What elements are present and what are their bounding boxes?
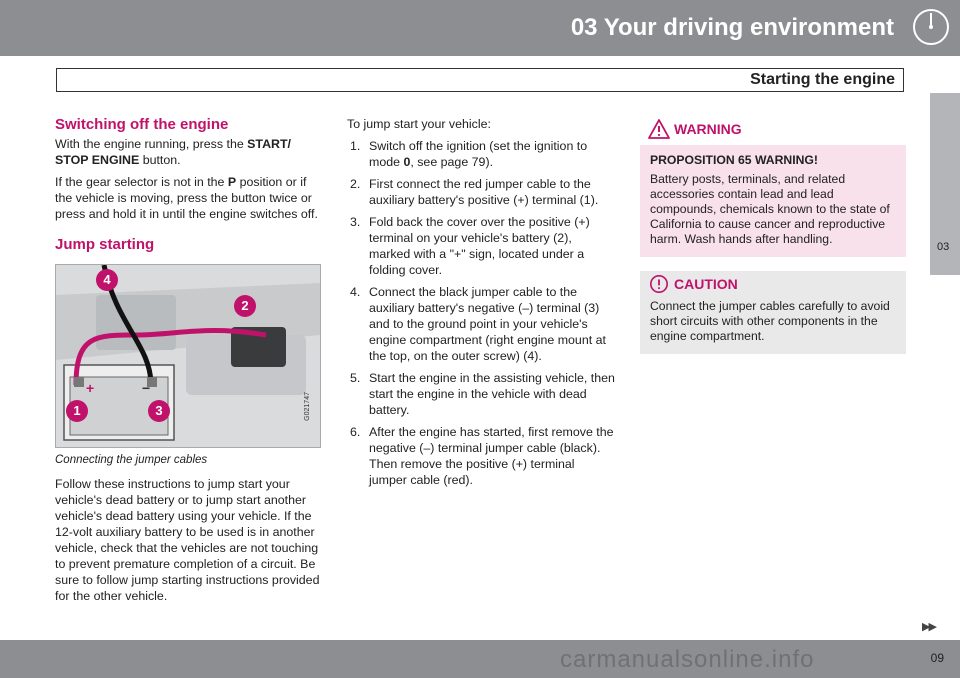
chapter-side-tab-label: 03 <box>937 241 950 253</box>
caution-exclamation-icon <box>648 274 670 294</box>
callout-1: 1 <box>66 400 88 422</box>
list-item <box>347 370 615 418</box>
step-text: Connect the black jumper cable to the auxiliary battery's negative (–) terminal (3) and to the ground point in your vehicle's engine compartment (right engine mount at the top, on the outer screw) (4). <box>369 285 606 363</box>
column-2 <box>347 116 615 494</box>
step-number: 5. <box>350 371 361 385</box>
chapter-title: 03 Your driving environment <box>570 14 894 41</box>
column-3 <box>640 116 906 354</box>
minus-terminal-sign: − <box>142 380 151 396</box>
list-item <box>347 214 615 278</box>
step-text: After the engine has started, first remove the negative (–) terminal jumper cable (black). Then remove the positive (+) terminal jumper cable (red). <box>369 425 614 487</box>
warning-text: Battery posts, terminals, and related accessories contain lead and lead compounds, chemicals known to the state of California to cause cancer and reproductive harm. Wash hands after handling. <box>650 172 890 246</box>
step-text: Start the engine in the assisting vehicle, then start the engine in the vehicle with dead battery. <box>369 371 615 417</box>
text-span: Switch off the ignition (set the ignition to mode <box>369 139 588 169</box>
warning-box <box>640 116 906 257</box>
figure-code: G021747 <box>304 392 311 421</box>
text-span: With the engine running, press the <box>55 137 248 151</box>
warning-title: PROPOSITION 65 WARNING! <box>650 153 818 167</box>
step-number: 6. <box>350 425 361 439</box>
plus-terminal-sign: + <box>86 380 95 396</box>
jump-starting-heading: Jump starting <box>55 236 155 253</box>
text-span: , see page 79). <box>410 155 494 169</box>
switch-off-heading: Switching off the engine <box>55 116 229 133</box>
mode-value: 0 <box>403 155 411 169</box>
start-stop-label: START/ STOP ENGINE <box>55 137 291 167</box>
step-text: Fold back the cover over the positive (+) terminal on your vehicle's battery (2), marked with a "+" sign, located under a folding cover. <box>369 215 590 277</box>
next-page-arrows: ▶▶ <box>922 621 935 633</box>
callout-4: 4 <box>96 269 118 291</box>
switch-off-paragraph-1 <box>55 136 321 168</box>
warning-triangle-icon <box>648 119 670 139</box>
list-item <box>347 138 615 170</box>
jump-start-steps <box>347 138 615 488</box>
list-item <box>347 284 615 364</box>
jumper-cable-illustration <box>55 264 321 448</box>
column-1 <box>55 116 321 610</box>
warning-body <box>640 145 906 251</box>
footer-bar <box>0 640 960 678</box>
warning-header <box>640 116 906 145</box>
caution-header <box>640 271 906 299</box>
gear-p-label: P <box>227 175 237 189</box>
text-span: button. <box>139 153 181 167</box>
step-number: 4. <box>350 285 361 299</box>
list-item <box>347 424 615 488</box>
caution-text: Connect the jumper cables carefully to avoid short circuits with other components in the engine compartment. <box>650 299 890 343</box>
jump-intro-paragraph: Follow these instructions to jump start your vehicle's dead battery or to jump start another vehicle's dead battery using your vehicle. If the 12-volt auxiliary battery to be used is in another vehicle, check that the vehicles are not touching to prevent premature completion of a circuit. Be sure to follow jump starting instructions provided for the other vehicle. <box>55 477 320 603</box>
figure-caption: Connecting the jumper cables <box>55 454 208 466</box>
step-number: 2. <box>350 177 361 191</box>
callout-2: 2 <box>234 295 256 317</box>
watermark: carmanualsonline.info <box>560 646 815 673</box>
section-bar <box>56 68 904 92</box>
step-text: First connect the red jumper cable to the auxiliary battery's positive (+) terminal (1). <box>369 177 599 207</box>
callout-3: 3 <box>148 400 170 422</box>
text-span: If the gear selector is not in the <box>55 175 228 189</box>
caution-heading: CAUTION <box>674 276 738 292</box>
section-title: Starting the engine <box>750 71 895 88</box>
caution-box <box>640 271 906 354</box>
engine-bay-drawing <box>56 265 320 447</box>
gauge-icon <box>911 7 951 47</box>
list-item <box>347 176 615 208</box>
step-number: 1. <box>350 139 361 153</box>
page-number: 09 <box>930 651 944 665</box>
warning-heading: WARNING <box>674 121 742 137</box>
step-number: 3. <box>350 215 361 229</box>
steps-intro: To jump start your vehicle: <box>347 117 491 131</box>
text-span: position or if the vehicle is moving, press the button twice or press and hold it in until the engine switches off. <box>55 175 318 221</box>
switch-off-paragraph-2 <box>55 174 321 222</box>
